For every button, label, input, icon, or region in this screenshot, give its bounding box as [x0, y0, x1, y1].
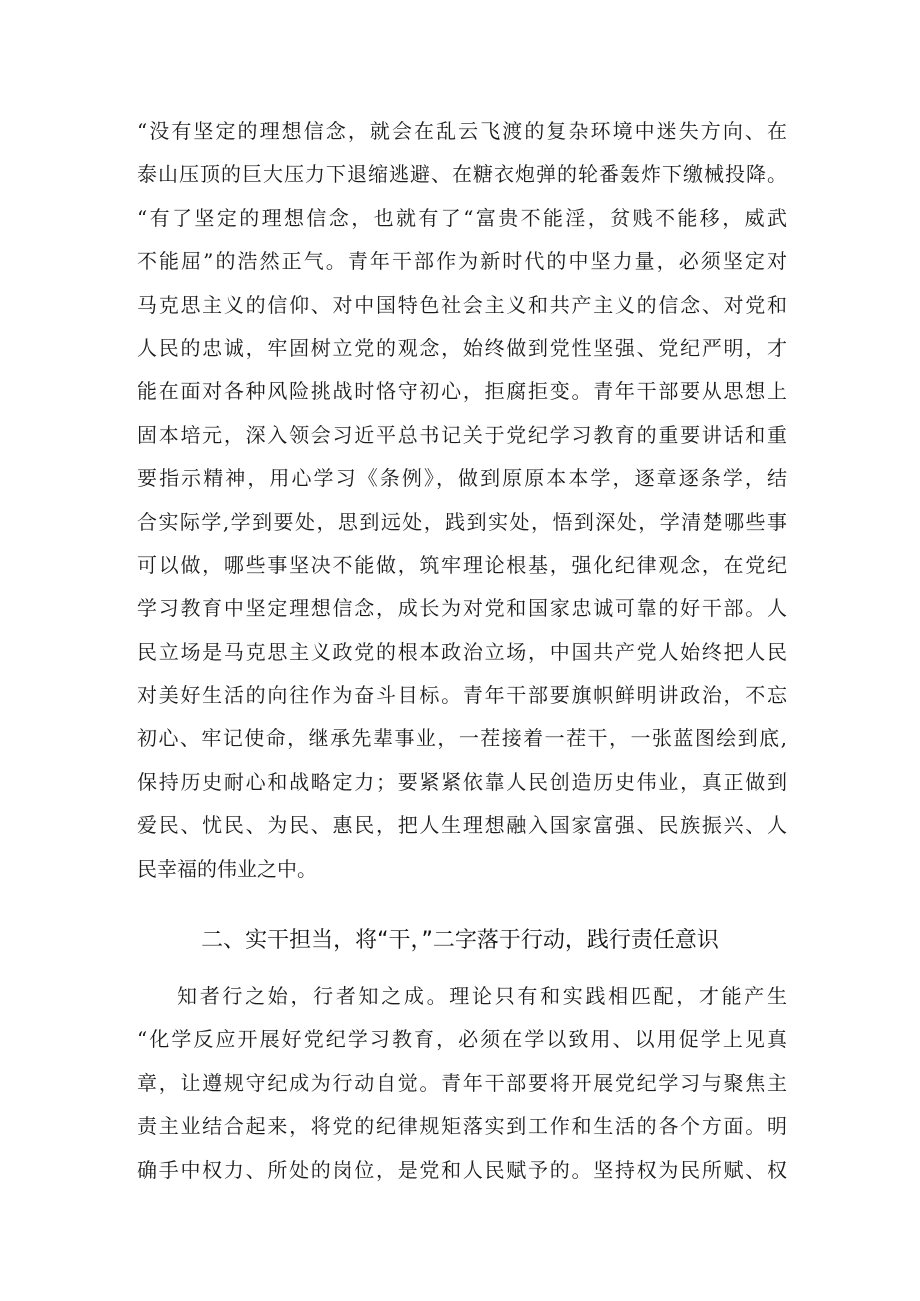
- paragraph-line: 确手中权力、所处的岗位，是党和人民赋予的。坚持权为民所赋、权: [137, 1157, 787, 1182]
- paragraph-line: 马克思主义的信仰、对中国特色社会主义和共产主义的信念、对党和: [137, 292, 787, 317]
- paragraph-line: 责主业结合起来，将党的纪律规矩落实到工作和生活的各个方面。明: [137, 1114, 787, 1139]
- paragraph-line: “有了坚定的理想信念，也就有了“富贵不能淫，贫贱不能移，威武: [137, 205, 787, 230]
- paragraph-line: 章，让遵规守纪成为行动自觉。青年干部要将开展党纪学习与聚焦主: [137, 1070, 787, 1095]
- paragraph-line: 对美好生活的向往作为奋斗目标。青年干部要旗帜鲜明讲政治，不忘: [137, 683, 787, 708]
- paragraph-line: 能在面对各种风险挑战时恪守初心，拒腐拒变。青年干部要从思想上: [137, 379, 787, 404]
- paragraph-line: 学习教育中坚定理想信念，成长为对党和国家忠诚可靠的好干部。人: [137, 596, 787, 621]
- paragraph-line: 初心、牢记使命，继承先辈事业，一茬接着一茬干，一张蓝图绘到底,: [137, 726, 787, 751]
- paragraph-line: 合实际学,学到要处，思到远处，践到实处，悟到深处，学清楚哪些事: [137, 509, 787, 534]
- paragraph-line: 民立场是马克思主义政党的根本政治立场，中国共产党人始终把人民: [137, 639, 787, 664]
- paragraph-line: 泰山压顶的巨大压力下退缩逃避、在糖衣炮弹的轮番轰炸下缴械投降。: [137, 162, 787, 187]
- section-heading: 二、实干担当，将“干，”二字落于行动，践行责任意识: [201, 928, 719, 953]
- paragraph-line: 不能屈”的浩然正气。青年干部作为新时代的中坚力量，必须坚定对: [137, 249, 787, 274]
- paragraph-ideals-belief: [137, 110, 787, 891]
- paragraph-line: 固本培元，深入领会习近平总书记关于党纪学习教育的重要讲话和重: [137, 422, 787, 447]
- paragraph-line: 保持历史耐心和战略定力；要紧紧依靠人民创造历史伟业，真正做到: [137, 769, 787, 794]
- paragraph-line: “化学反应开展好党纪学习教育，必须在学以致用、以用促学上见真: [137, 1027, 787, 1052]
- paragraph-practice: [137, 975, 787, 1192]
- paragraph-line: 民幸福的伟业之中。: [137, 856, 317, 881]
- paragraph-line: 爱民、忧民、为民、惠民，把人生理想融入国家富强、民族振兴、人: [137, 813, 787, 838]
- paragraph-line: “没有坚定的理想信念，就会在乱云飞渡的复杂环境中迷失方向、在: [137, 119, 787, 143]
- paragraph-line: 可以做，哪些事坚决不能做，筑牢理论根基，强化纪律观念，在党纪: [137, 552, 787, 577]
- paragraph-line: 要指示精神，用心学习《条例》，做到原原本本学，逐章逐条学，结: [137, 466, 787, 491]
- paragraph-line: 知者行之始，行者知之成。理论只有和实践相匹配，才能产生: [177, 984, 787, 1008]
- paragraph-line: 人民的忠诚，牢固树立党的观念，始终做到党性坚强、党纪严明，才: [137, 335, 787, 360]
